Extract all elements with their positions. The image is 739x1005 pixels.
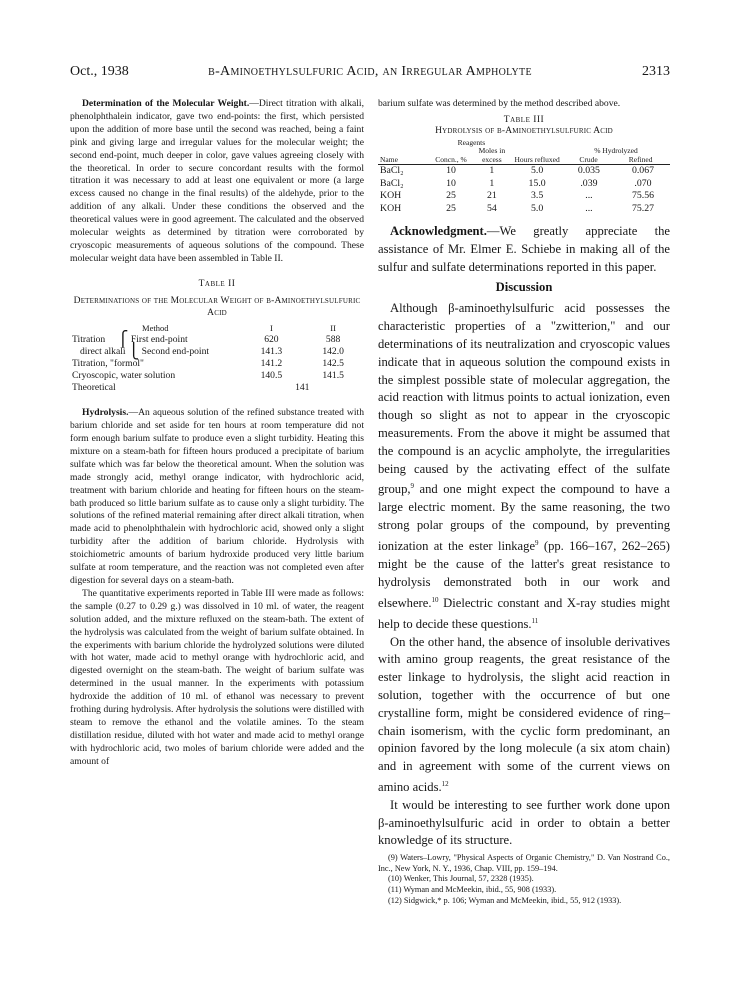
row-method: Cryoscopic, water solution — [72, 370, 176, 382]
cell-crude: .039 — [580, 177, 598, 189]
cell-name: KOH — [380, 190, 402, 202]
col-header-i: I — [269, 322, 273, 333]
row-method — [70, 343, 241, 360]
footnotes — [378, 853, 670, 906]
cell-name: BaCl₂ — [380, 177, 404, 189]
cell-refined: 0.067 — [631, 165, 654, 177]
table-row — [378, 203, 670, 215]
paragraph-text: Although β-aminoethylsulfuric acid possesses the characteristic properties of a "zwitterion," and our determinations of its neutralization and cryoscopic values indicate that in aqueous solution the compound exists in the simplest possible state of molecular aggregation, the acid reaction with litmus points to actual ionization, even though so slight as not to appear in the cryoscopic measurements. From the above it might be assumed that the compound is an acyclic ampholyte, the irregularities being caused by the activating effect of the sulfate group, — [378, 301, 670, 497]
paragraph-acknowledgment — [378, 223, 670, 276]
table-header-row — [70, 322, 364, 334]
table-row — [70, 346, 364, 358]
method-sub: Second end-point — [141, 346, 210, 358]
cell-name: BaCl₂ — [380, 165, 404, 177]
table-iii-caption: Hydrolysis of β-Aminoethylsulfuric Acid — [435, 125, 613, 136]
col-header-crude: Crude — [579, 154, 598, 164]
brace-glyph: ⎩ — [127, 343, 140, 360]
method-sub: First end-point — [130, 333, 188, 345]
table-iii — [378, 139, 670, 215]
left-column — [70, 98, 364, 769]
table-ii-caption: Determinations of the Molecular Weight of β-Aminoethylsulfuric Acid — [73, 295, 361, 318]
running-title: β-Aminoethylsulfuric Acid, an Irregular Ampholyte — [208, 64, 532, 79]
value-ii: 142.0 — [322, 346, 344, 358]
footnote-11: (11) Wyman and McMeekin, ibid., 55, 908 (1933). — [388, 885, 557, 895]
table-row — [70, 334, 364, 346]
footnote-ref: 11 — [531, 616, 539, 625]
cell-moles: 1 — [489, 165, 495, 177]
value-i: 141.3 — [260, 346, 283, 358]
table-row — [70, 358, 364, 370]
value-ii: 141.5 — [322, 370, 344, 382]
right-column — [378, 98, 670, 906]
cell-refined: 75.27 — [631, 202, 654, 214]
cell-moles: 54 — [486, 202, 497, 214]
value-ii: 588 — [325, 333, 341, 345]
footnote-ref: 12 — [441, 779, 449, 788]
col-header-hours: Hours refluxed — [514, 154, 560, 164]
cell-hours: 3.5 — [530, 190, 544, 202]
cell-moles: 21 — [486, 190, 497, 202]
col-header-moles: Moles in excess — [478, 146, 506, 164]
row-method: Titration, "formol" — [72, 358, 144, 370]
paragraph-hydrolysis — [70, 407, 364, 588]
cell-refined: .070 — [634, 177, 652, 189]
cell-hours: 5.0 — [530, 165, 544, 177]
col-header-ii: II — [330, 322, 336, 333]
table-row — [378, 178, 670, 190]
table-row — [378, 190, 670, 202]
col-header-method: Method — [142, 322, 169, 333]
footnote-ref: 10 — [431, 595, 439, 604]
subhead-hydrolysis: Hydrolysis. — [82, 407, 129, 419]
subhead-acknowledgment: Acknowledgment. — [390, 224, 487, 239]
paragraph-text: and one might expect the compound to have a large electric moment. By the same reasoning, the two strong polar groups of the compound, by preventing ionization at the ester linkage — [378, 482, 670, 554]
cell-concn: 10 — [446, 165, 456, 177]
footnote-10: (10) Wenker, This Journal, 57, 2328 (1935). — [388, 874, 534, 884]
footnote-ref: 9 — [535, 538, 539, 547]
cell-hours: 5.0 — [530, 202, 544, 214]
section-title-discussion: Discussion — [495, 280, 553, 295]
col-group-reagents: Reagents — [457, 137, 486, 147]
page-number: 2313 — [642, 64, 670, 79]
footnote-9: (9) Waters–Lowry, "Physical Aspects of Organic Chemistry," D. Van Nostrand Co., Inc., New York, N. Y., 1936, Chap. VIII, pp. 159–194. — [378, 853, 670, 873]
paragraph-text: (pp. 166–167, 262–265) might be the cause of the latter's great resistance to hydrolysis demonstrated both in our work and elsewhere. — [378, 539, 670, 610]
cell-crude: 0.035 — [577, 165, 600, 177]
table-header-row — [378, 147, 670, 165]
cell-crude: ... — [585, 202, 593, 214]
cell-name: KOH — [380, 202, 402, 214]
brace-glyph: ⎧ — [117, 331, 129, 348]
value-theoretical: 141 — [295, 382, 310, 394]
paragraph-quantitative: The quantitative experiments reported in Table III were made as follows: the sample (0.27 to 0.29 g.) was dissolved in 10 ml. of water, the reagent solution added, and the mixture refluxed on the steam-bath. The extent of the hydrolysis was calculated from the weight of barium sulfate obtained. In the experiments with barium chloride the hydrolyzed solutions were diluted with hot water, made acid to methyl orange with hydrochloric acid, and digested overnight on the steam-bath. The weight of barium sulfate was determined in the usual manner. In the experiments with potassium hydroxide the addition of 10 ml. of ethanol was necessary to prevent frothing during hydrolysis. After hydrolysis the solutions were distilled with steam to remove the ethanol and the volatile amines. To the steam distillation residue, diluted with hot water and made acid to methyl orange with hydrochloric acid, two moles of barium chloride were added and the amount of — [70, 587, 364, 767]
col-header-hydrolyzed: % Hydrolyzed — [594, 146, 638, 156]
paragraph-discussion-3: It would be interesting to see further work done upon β-aminoethylsulfuric acid in order to obtain a better knowledge of its structure. — [378, 797, 670, 848]
method-name: direct alkali — [80, 346, 126, 358]
cell-hours: 15.0 — [528, 177, 546, 189]
table-ii-label: Table II — [198, 278, 236, 289]
footnote-12: (12) Sidgwick,* p. 106; Wyman and McMeekin, ibid., 55, 912 (1933). — [388, 895, 622, 905]
col-header-refined: Refined — [628, 154, 653, 164]
col-header-concn: Concn., % — [435, 154, 467, 164]
cell-concn: 25 — [446, 202, 456, 214]
paragraph-text: On the other hand, the absence of insoluble derivatives with amino group reagents, the great resistance of the ester linkage to hydrolysis, the slight acid reaction in solution, together with the occurrence of but one crystalline form, might be considered evidence of ring–chain isomerism, with the cyclic form predominant, an opinion favored by the long molecule (a six atom chain) and in agreement with some of the current views on amino acids. — [378, 634, 670, 795]
table-row — [70, 370, 364, 382]
table-row — [70, 382, 364, 394]
cell-moles: 1 — [489, 177, 495, 189]
paragraph-molecular-weight — [70, 98, 364, 266]
value-ii: 142.5 — [322, 358, 344, 370]
paragraph-text: —We greatly appreciate the assistance of Mr. Elmer E. Schiebe in making all of the sulfur and sulfate determinations reported in this paper. — [378, 224, 670, 274]
paragraph-discussion-2 — [378, 634, 670, 797]
table-row — [378, 165, 670, 178]
cell-crude: ... — [585, 190, 593, 202]
value-i: 620 — [264, 333, 279, 345]
row-method — [70, 331, 241, 348]
cell-refined: 75.56 — [631, 190, 654, 202]
value-i: 141.2 — [260, 358, 283, 370]
table-ii — [70, 322, 364, 394]
subhead-molecular-weight: Determination of the Molecular Weight. — [82, 98, 250, 109]
paragraph-text: —Direct titration with alkali, phenolphthalein indicator, gave two end-points: the first, which persisted upon the addition of more base until the second was reached, being a faint pink and giving large and irregular values for the molecular weight; the second end-point, much deeper in color, gave values agreeing closely with the theoretical. In order to secure concordant results with the formol titration it was necessary to add at least one equivalent or more (a large excess caused no change in the final results) of the aldehyde, prior to the addition of any alkali. Under these conditions the observed and the theoretical values were in good agreement. The calculated and the observed molecular weights as determined by titration were corroborated by cryoscopic measurements of aqueous solutions of the compound. These molecular weight data have been assembled in Table II. — [70, 98, 364, 264]
table-iii-label: Table III — [503, 114, 545, 125]
running-header — [70, 64, 670, 84]
value-i: 140.5 — [260, 370, 283, 382]
paragraph-text: Dielectric constant and X-ray studies might help to decide these questions. — [378, 595, 670, 631]
footnote-ref: 9 — [410, 482, 415, 491]
col-group-hydrolyzed — [562, 147, 670, 165]
paragraph-text: —An aqueous solution of the refined substance treated with barium chloride and set aside for ten hours at room temperature did not form enough barium sulfate to produce even a slight turbidity. Heating this mixture on a steam-bath for fifteen hours produced a precipitate of barium sulfate which was far below the theoretical amount. When the solution was made strongly acid, methyl orange indicator, with hydrochloric acid, treatment with barium chloride and heating for fifteen hours on the steam-bath produced so little barium sulfate as to cause only a slight turbidity. The solutions of the refined material remaining after direct alkali titration, when made acid to phenolphthalein with hydrochloric acid, showed only a slight turbidity after the addition of barium chloride. Hydrolysis with stoichiometric amounts of barium hydroxide produced very little barium sulfate at room temperature, and the reaction was not completed even after digestion for several days on a steam-bath. — [70, 407, 364, 586]
cell-concn: 10 — [446, 177, 456, 189]
col-header-name: Name — [380, 154, 398, 164]
journal-date: Oct., 1938 — [70, 64, 129, 79]
row-method: Theoretical — [72, 382, 116, 394]
method-name: Titration — [72, 333, 106, 345]
cell-concn: 25 — [446, 190, 456, 202]
paragraph-continued: barium sulfate was determined by the method described above. — [378, 98, 621, 109]
paragraph-discussion-1 — [378, 300, 670, 633]
